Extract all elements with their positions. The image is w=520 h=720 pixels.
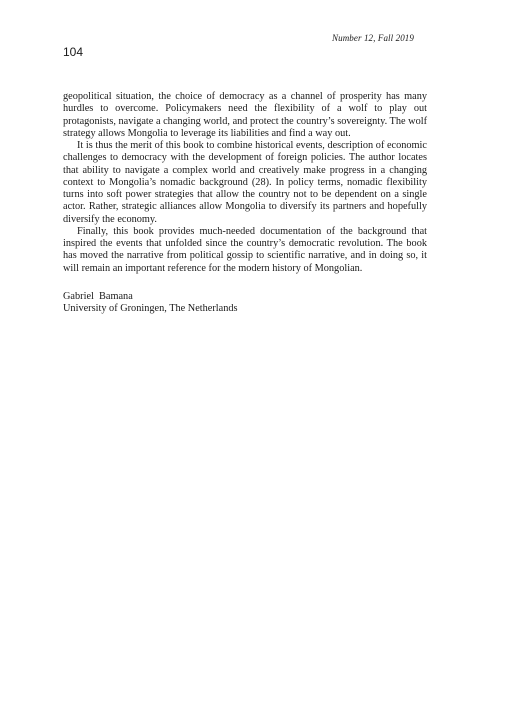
paragraph: It is thus the merit of this book to combine historical events, description of economic challenges to democracy with the development of foreign policies. The author locates that ability to navigate a complex world and creatively make progress in a changing context to Mongolia’s nomadic background (28). In policy terms, nomadic flexibility turns into soft power strategies that allow the country not to be dependent on a single actor. Rather, strategic alliances allow Mongolia to diversify its partners and hopefully diversify the economy. xyxy=(63,140,427,225)
reviewer-signature xyxy=(63,291,238,316)
article-body xyxy=(63,91,427,275)
reviewer-name: Gabriel Bamana xyxy=(63,291,133,302)
reviewer-affiliation: University of Groningen, The Netherlands xyxy=(63,303,238,315)
paragraph: Finally, this book provides much-needed documentation of the background that inspired the events that unfolded since the country’s democratic revolution. The book has moved the narrative from political gossip to scientific narrative, and in doing so, it will remain an important reference for the modern history of Mongolian. xyxy=(63,225,427,274)
page-number: 104 xyxy=(63,45,84,59)
paragraph-continued: geopolitical situation, the choice of democracy as a channel of prosperity has many hurdles to overcome. Policymakers need the flexibility of a wolf to play out protagonists, navigate a changing world, and protect the country’s sovereignty. The wolf strategy allows Mongolia to leverage its liabilities and find a way out. xyxy=(63,91,428,139)
running-head: Number 12, Fall 2019 xyxy=(332,33,414,43)
